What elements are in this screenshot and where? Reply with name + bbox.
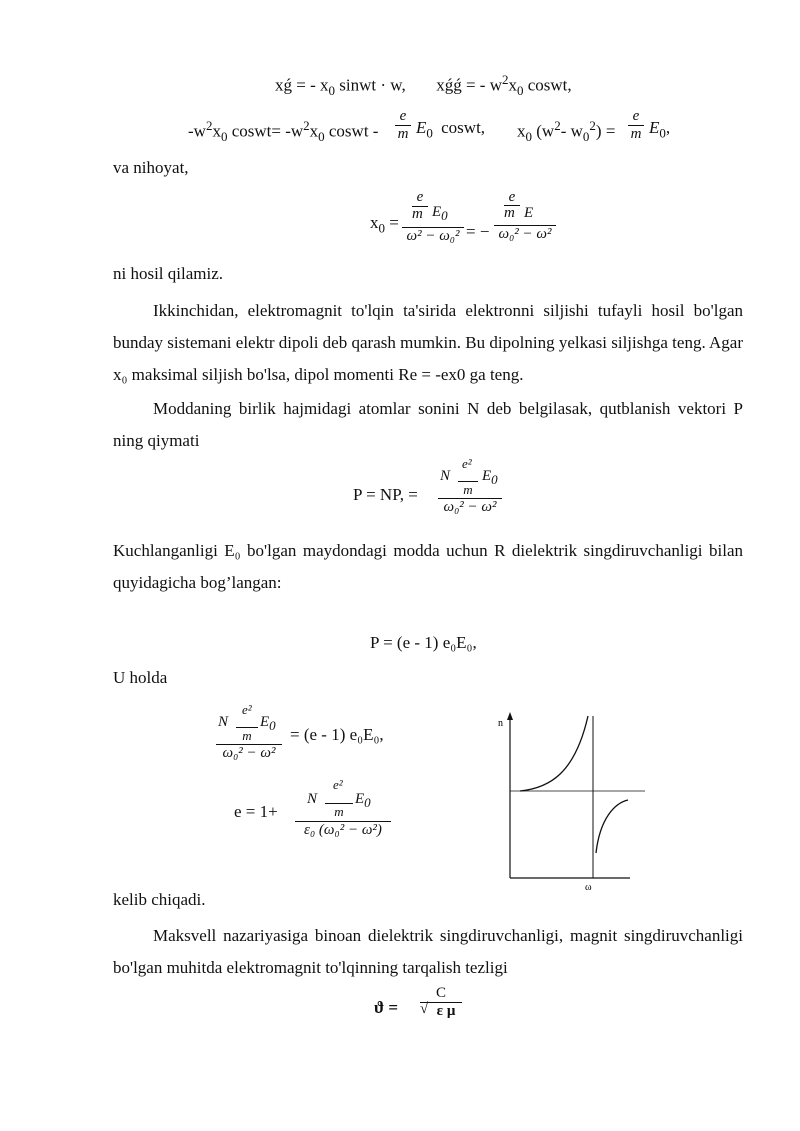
fraction-eq7: N e² m $E_0$ ε₀ (ω₀² − ω²)	[295, 777, 391, 839]
fraction-polarization: N e² m $E_0$ ω₀² − ω²	[438, 456, 502, 516]
fraction-velocity: C √ ε μ	[420, 985, 462, 1020]
equation-velocity: xǵ = - $x_0$ sinwt · w, xǵǵ = - $w^2x_0$ coswt,	[275, 72, 572, 99]
curve-below-resonance	[520, 716, 588, 791]
equation-eq7-lhs: e = 1+	[234, 802, 278, 821]
fraction-e-over-m: e m	[395, 108, 411, 143]
paragraph-polarization: Moddaning birlik hajmidagi atomlar sonini N deb belgilasak, qutblanish vektori P ning qiymati	[113, 399, 743, 450]
equation-amplitude-relation: $x_0$ ($w^2-$ $w_0^2$) =	[517, 118, 616, 145]
paragraph-permittivity: Kuchlanganligi E₀ bo'lgan maydondagi modda uchun R dielektrik singdiruvchanligi bilan quyidagicha bog’langan:	[113, 541, 743, 592]
fraction-x0-second: e m E ω₀² − ω²	[494, 190, 556, 243]
fraction-x0-first: e m $E_0$ ω² − ω₀²	[402, 190, 464, 245]
equation-motion-tail: $E_0$ coswt,	[416, 118, 486, 141]
equation-motion: $-w^2x_0$ coswt= $-w^2x_0$ coswt -	[188, 118, 379, 145]
y-axis-label: n	[498, 718, 503, 729]
fraction-e-over-m-2: e m	[628, 108, 644, 143]
dispersion-graph	[495, 708, 655, 893]
equals-minus: = −	[466, 222, 490, 241]
equation-velocity-lhs: ϑ =	[374, 998, 399, 1017]
text-va-nihoyat: va nihoyat,	[113, 158, 189, 177]
equation-polarization-lhs: P = NP, =	[353, 485, 418, 504]
equation-x0-lhs: $x_0$ =	[370, 213, 399, 236]
paragraph-maxwell: Maksvell nazariyasiga binoan dielektrik singdiruvchanligi, magnit singdiruvchanligi bo'lgan muhitda elektromagnit to'lqinning tarqalish tezligi	[113, 926, 743, 977]
text-kelib-chiqadi: kelib chiqadi.	[113, 890, 206, 909]
equation-p-relation: P = (e - 1) e₀E₀,	[370, 633, 477, 652]
text-hosil-qilamiz: ni hosil qilamiz.	[113, 264, 224, 283]
paragraph-dipole: Ikkinchidan, elektromagnit to'lqin ta'sirida elektronni siljishi tufayli hosil bo'lgan bunday sistemani elektr dipoli deb qarash mumkin. Bu dipolning yelkasi siljishga teng. Agar x₀ maksimal siljish bo'lsa, dipol momenti Re = -ex0 ga teng.	[113, 301, 743, 384]
equation-amplitude-relation-tail: $E_0$,	[649, 118, 671, 141]
equation-eq6-rhs: = (e - 1) e₀E₀,	[290, 725, 384, 744]
curve-above-resonance	[596, 800, 628, 853]
text-u-holda: U holda	[113, 668, 168, 687]
y-axis-arrow	[507, 712, 513, 720]
x-axis-label: ω	[585, 882, 592, 893]
fraction-eq6: N e² m $E_0$ ω₀² − ω²	[216, 704, 282, 762]
